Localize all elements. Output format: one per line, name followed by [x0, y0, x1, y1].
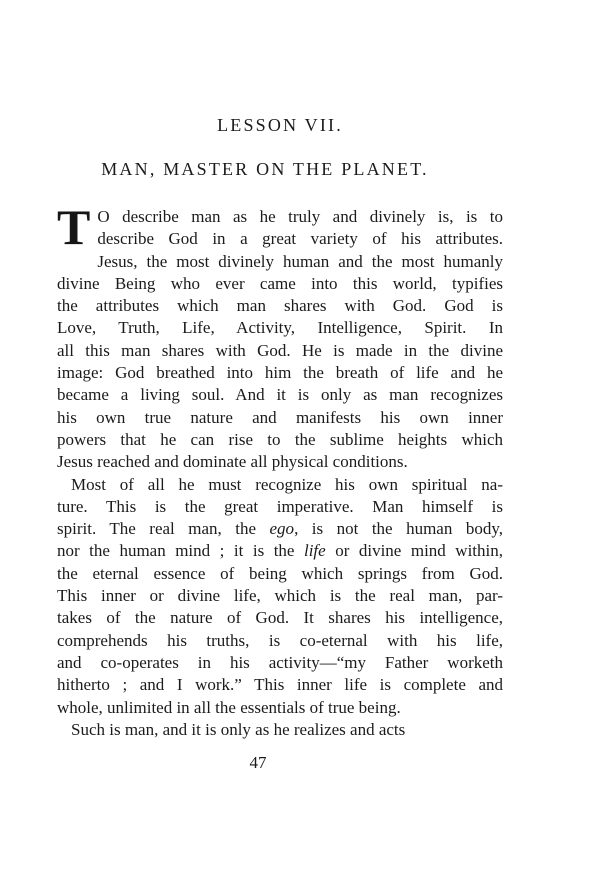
text-line: Most of all he must recognize his own spiritual na-	[71, 474, 503, 494]
chapter-title: MAN, MASTER ON THE PLANET.	[101, 159, 429, 179]
text-segment: spirit. The real man, the	[57, 519, 270, 539]
text-line: This inner or divine life, which is the real man, par-	[57, 586, 503, 606]
text-line: powers that he can rise to the sublime heights which	[57, 429, 503, 449]
text-line: became a living soul. And it is only as man recognizes	[57, 385, 503, 405]
text-line: and co-operates in his activity—“my Father worketh	[57, 652, 503, 672]
text-segment: , is not the human body,	[294, 519, 503, 539]
paragraph-1	[57, 199, 503, 474]
paragraph-3	[57, 719, 503, 741]
text-line: Jesus, the most divinely human and the most humanly	[97, 251, 503, 271]
paragraph-2	[57, 474, 503, 719]
text-line: Love, Truth, Life, Activity, Intelligence, Spirit. In	[57, 318, 503, 338]
text-line: takes of the nature of God. It shares his intelligence,	[57, 608, 503, 628]
lesson-heading: LESSON VII.	[217, 115, 343, 135]
text-line: image: God breathed into him the breath of life and he	[57, 363, 503, 383]
text-line: O describe man as he truly and divinely is, is to	[97, 207, 503, 226]
body-text	[57, 199, 504, 741]
text-segment: nor the human mind ; it is the	[57, 541, 304, 561]
text-line	[57, 518, 503, 540]
italic-word: life	[303, 541, 326, 561]
text-line: ture. This is the great imperative. Man himself is	[57, 496, 503, 516]
page-number: 47	[249, 753, 267, 773]
page-content	[57, 0, 503, 772]
text-line: the eternal essence of being which springs from God.	[57, 563, 503, 583]
text-line: divine Being who ever came into this world, typifies	[57, 273, 503, 293]
italic-word: ego	[269, 519, 295, 539]
text-line	[57, 540, 503, 562]
drop-cap-letter: T	[57, 199, 91, 255]
text-line: whole, unlimited in all the essentials of true being.	[57, 697, 401, 717]
text-line: comprehends his truths, is co-eternal with his life,	[57, 630, 503, 650]
text-line: Such is man, and it is only as he realizes and acts	[71, 719, 406, 739]
text-line: the attributes which man shares with God. God is	[57, 296, 503, 316]
text-line: his own true nature and manifests his own inner	[57, 407, 503, 427]
text-line: describe God in a great variety of his attributes.	[97, 229, 503, 249]
text-line: Jesus reached and dominate all physical conditions.	[57, 452, 408, 472]
text-segment: or divine mind within,	[325, 541, 504, 561]
text-line: all this man shares with God. He is made in the divine	[57, 340, 503, 360]
text-line: hitherto ; and I work.” This inner life is complete and	[57, 675, 503, 695]
